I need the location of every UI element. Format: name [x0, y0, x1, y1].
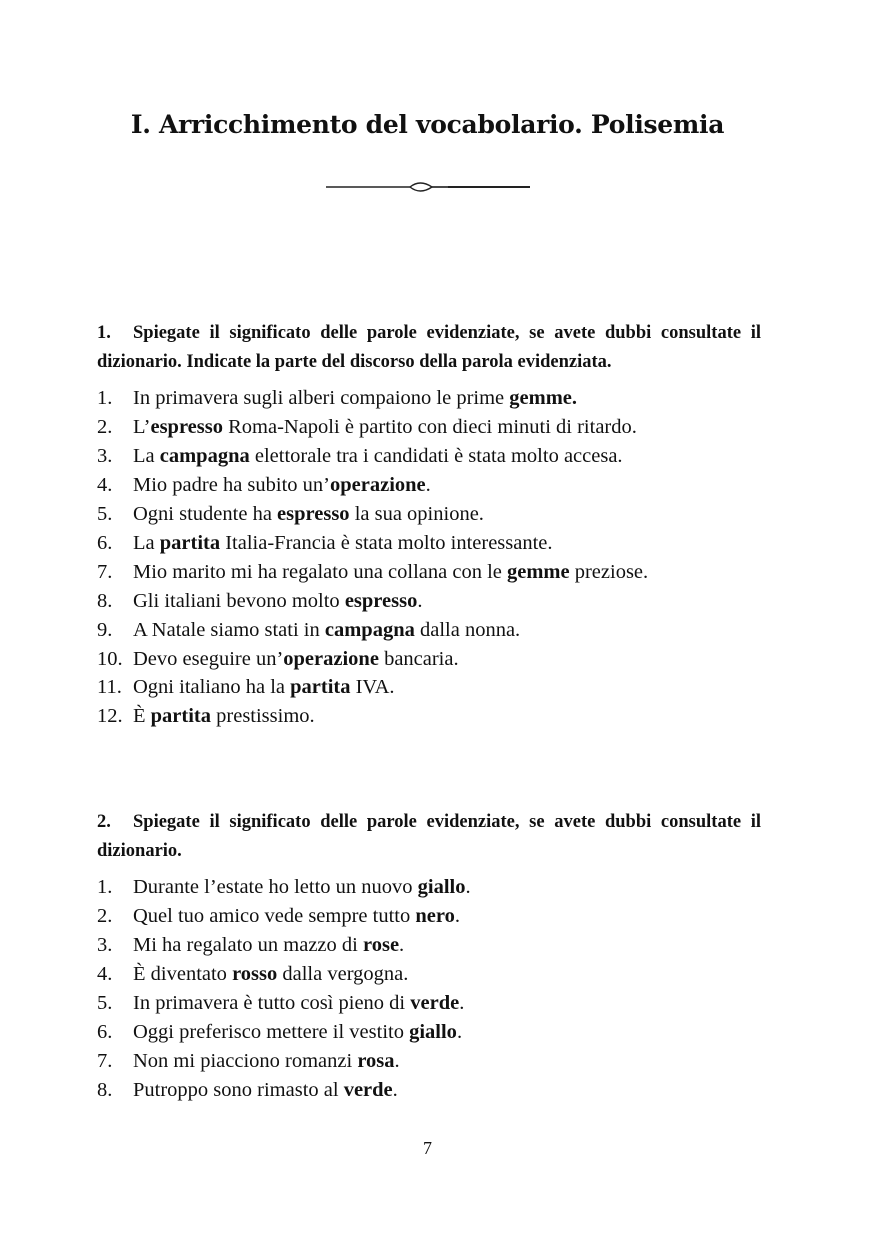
- sentence-text-before: Quel tuo amico vede sempre tutto: [133, 905, 416, 928]
- sentence-text-before: In primavera è tutto così pieno di: [133, 992, 411, 1015]
- highlighted-word: espresso: [277, 503, 350, 526]
- item-number: 9.: [97, 618, 113, 641]
- highlighted-word: operazione: [283, 647, 379, 670]
- page-title: I. Arricchimento del vocabolario. Polisemia: [130, 110, 725, 139]
- list-item: [97, 1076, 761, 1105]
- highlighted-word: nero: [415, 905, 455, 928]
- sentence-text-after: la sua opinione.: [349, 503, 484, 526]
- item-number: 7.: [97, 560, 113, 583]
- list-item: [97, 529, 761, 558]
- highlighted-word: verde: [343, 1078, 393, 1101]
- list-item: [97, 960, 761, 989]
- list-item: [97, 384, 761, 413]
- item-number: 7.: [97, 1049, 113, 1072]
- instruction-text: Spiegate il significato delle parole evidenziate, se avete dubbi consultate il dizionario.: [97, 812, 761, 861]
- highlighted-word: operazione: [330, 474, 426, 497]
- sentence-text-after: .: [417, 589, 423, 612]
- sentence-text-after: .: [459, 992, 465, 1015]
- list-item: [97, 673, 761, 702]
- highlighted-word: campagna: [159, 445, 250, 468]
- sentence-text-after: bancaria.: [378, 647, 459, 670]
- item-number: 8.: [97, 589, 113, 612]
- item-number: 4.: [97, 474, 113, 497]
- highlighted-word: rosa: [357, 1049, 395, 1072]
- list-item: [97, 1047, 761, 1076]
- list-item: [97, 902, 761, 931]
- sentence: [133, 989, 464, 1018]
- highlighted-word: giallo: [417, 876, 466, 899]
- sentence: [133, 587, 422, 616]
- highlighted-word: espresso: [344, 589, 418, 612]
- ornament-divider-icon: [326, 176, 530, 198]
- item-number: 5.: [97, 503, 113, 526]
- list-item: [97, 616, 761, 645]
- sentence-text-before: Durante l’estate ho letto un nuovo: [133, 876, 418, 899]
- item-number: 10.: [97, 647, 123, 670]
- sentence-text-before: La: [133, 531, 160, 554]
- list-item: [97, 558, 761, 587]
- sentence-text-before: Gli italiani bevono molto: [133, 589, 345, 612]
- list-item: [97, 471, 761, 500]
- item-number: 3.: [97, 445, 113, 468]
- sentence-text-before: Devo eseguire un’: [133, 647, 284, 670]
- sentence-text-after: .: [394, 1049, 400, 1072]
- sentence-list: [97, 873, 761, 1104]
- page-number: 7: [423, 1138, 432, 1158]
- sentence: [133, 702, 315, 731]
- list-item: [97, 702, 761, 731]
- sentence-text-before: Mi ha regalato un mazzo di: [133, 934, 363, 957]
- exercise-instruction: [97, 808, 761, 865]
- sentence-text-after: .: [392, 1078, 398, 1101]
- item-number: 3.: [97, 934, 113, 957]
- exercise-1: [97, 319, 761, 731]
- highlighted-word: verde: [410, 992, 460, 1015]
- item-number: 11.: [97, 676, 122, 699]
- sentence: [133, 673, 395, 702]
- list-item: [97, 645, 761, 674]
- list-item: [97, 931, 761, 960]
- item-number: 8.: [97, 1078, 113, 1101]
- instruction-text: Spiegate il significato delle parole evidenziate, se avete dubbi consultate il dizionario. Indicate la parte del discorso della parola evidenziata.: [97, 323, 761, 372]
- sentence-text-after: dalla nonna.: [414, 618, 521, 641]
- sentence: [133, 471, 431, 500]
- item-number: 6.: [97, 531, 113, 554]
- sentence-text-after: .: [456, 1020, 463, 1043]
- sentence-text-after: .: [454, 905, 460, 928]
- sentence-text-after: elettorale tra i candidati è stata molto accesa.: [249, 445, 623, 468]
- highlighted-word: rosso: [232, 963, 278, 986]
- sentence: [133, 558, 648, 587]
- sentence-text-before: È diventato: [133, 963, 233, 986]
- item-number: 1.: [97, 876, 113, 899]
- sentence-text-before: In primavera sugli alberi compaiono le prime: [133, 387, 510, 410]
- item-number: 5.: [97, 992, 113, 1015]
- highlighted-word: espresso: [150, 416, 223, 439]
- item-number: 12.: [97, 705, 123, 728]
- item-number: 2.: [97, 416, 113, 439]
- sentence: [133, 873, 471, 902]
- sentence-text-before: A Natale siamo stati in: [133, 618, 325, 641]
- sentence: [133, 616, 520, 645]
- sentence-text-before: L’: [133, 416, 151, 439]
- exercise-2: [97, 808, 761, 1105]
- sentence: [133, 1018, 462, 1047]
- sentence-text-after: Roma-Napoli è partito con dieci minuti di ritardo.: [222, 416, 637, 439]
- sentence: [133, 645, 459, 674]
- item-number: 2.: [97, 905, 113, 928]
- highlighted-word: partita: [159, 531, 221, 554]
- sentence-text-after: Italia-Francia è stata molto interessante.: [220, 531, 553, 554]
- sentence: [133, 960, 408, 989]
- highlighted-word: partita: [150, 705, 212, 728]
- sentence-text-before: È: [133, 705, 151, 728]
- highlighted-word: gemme: [507, 560, 570, 583]
- sentence: [133, 902, 460, 931]
- sentence-text-after: preziose.: [569, 560, 649, 583]
- list-item: [97, 500, 761, 529]
- list-item: [97, 587, 761, 616]
- sentence-text-before: Ogni italiano ha la: [133, 676, 291, 699]
- sentence-text-after: .: [425, 474, 431, 497]
- list-item: [97, 989, 761, 1018]
- sentence-list: [97, 384, 761, 731]
- sentence-text-after: dalla vergogna.: [277, 963, 409, 986]
- item-number: 1.: [97, 387, 113, 410]
- sentence: [133, 442, 623, 471]
- sentence-text-after: prestissimo.: [211, 705, 315, 728]
- highlighted-word: rose: [362, 934, 400, 957]
- list-item: [97, 1018, 761, 1047]
- sentence-text-after: .: [399, 934, 405, 957]
- exercise-number: 2.: [97, 812, 111, 832]
- sentence: [133, 1047, 400, 1076]
- highlighted-word: campagna: [324, 618, 415, 641]
- sentence-text-after: .: [465, 876, 471, 899]
- sentence-text-before: Ogni studente ha: [133, 503, 278, 526]
- sentence-text-before: Mio padre ha subito un’: [133, 474, 330, 497]
- sentence-text-before: Mio marito mi ha regalato una collana con le: [133, 560, 507, 583]
- exercise-instruction: [97, 319, 761, 376]
- highlighted-word: partita: [290, 676, 351, 699]
- sentence-text-before: Oggi preferisco mettere il vestito: [133, 1020, 410, 1043]
- list-item: [97, 442, 761, 471]
- item-number: 4.: [97, 963, 113, 986]
- list-item: [97, 413, 761, 442]
- sentence: [133, 931, 404, 960]
- highlighted-word: giallo: [409, 1020, 457, 1043]
- sentence: [133, 384, 577, 413]
- sentence-text-before: La: [133, 445, 160, 468]
- sentence-text-before: Putroppo sono rimasto al: [133, 1078, 344, 1101]
- sentence: [133, 529, 553, 558]
- sentence: [133, 413, 637, 442]
- sentence-text-after: IVA.: [350, 676, 395, 699]
- list-item: [97, 873, 761, 902]
- highlighted-word: gemme.: [509, 387, 578, 410]
- sentence: [133, 500, 484, 529]
- sentence-text-before: Non mi piacciono romanzi: [133, 1049, 358, 1072]
- sentence: [133, 1076, 398, 1105]
- exercise-number: 1.: [97, 323, 111, 343]
- item-number: 6.: [97, 1020, 113, 1043]
